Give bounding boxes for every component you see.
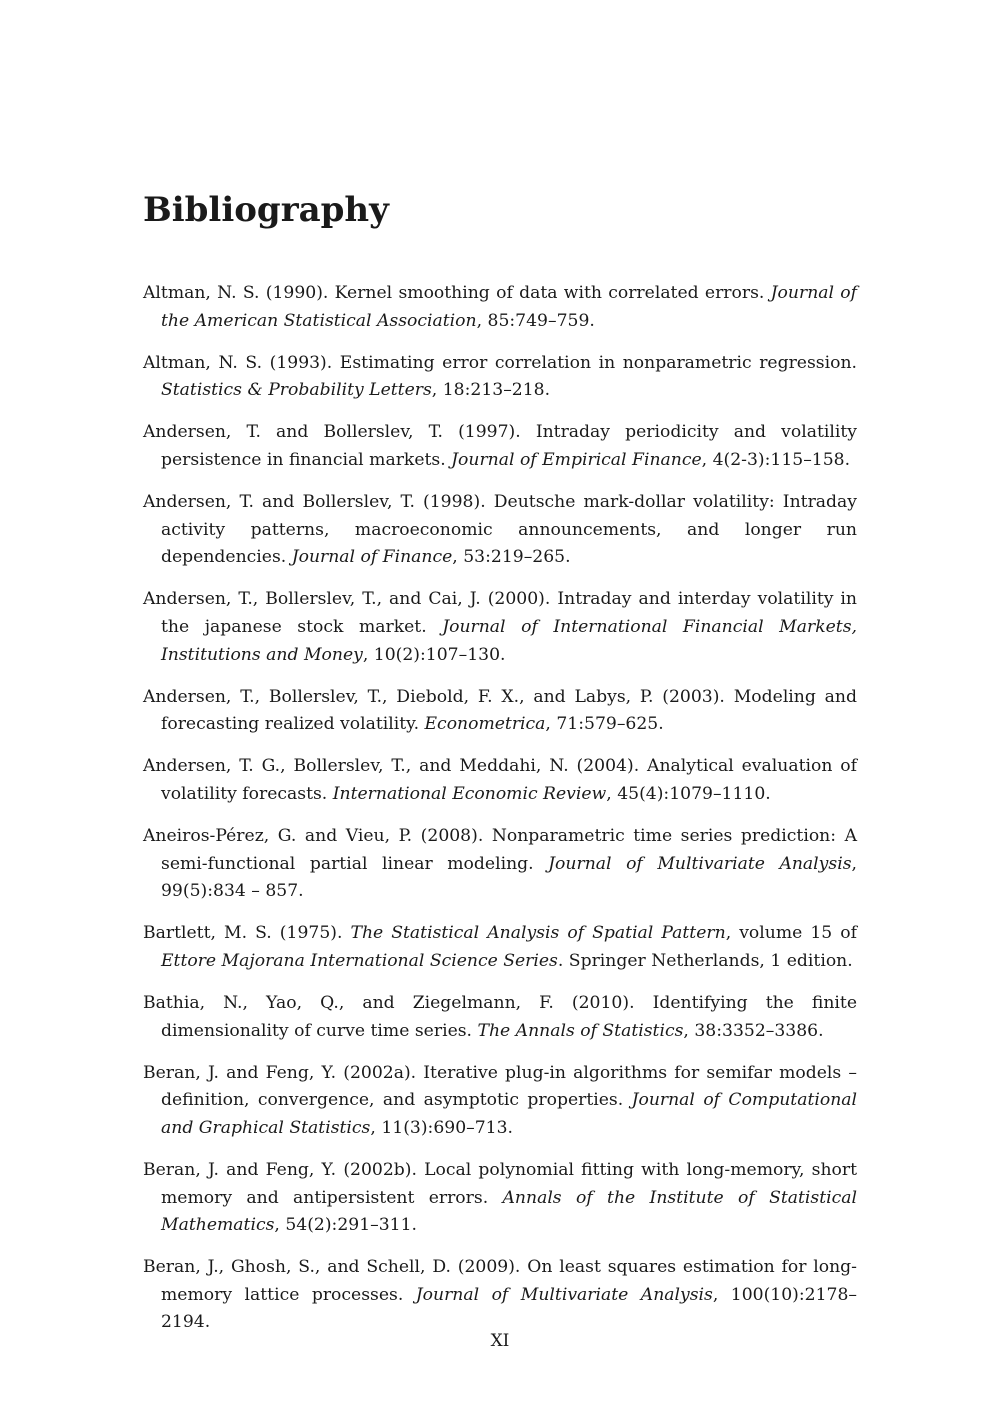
bib-entry-text: . Springer Netherlands, 1 edition. xyxy=(557,950,853,971)
bib-entry-altman-1993 xyxy=(143,350,857,405)
bib-entry-bathia-2010 xyxy=(143,990,857,1045)
bib-entry-text: Altman, N. S. (1993). Estimating error correlation in nonparametric regression. xyxy=(143,352,857,373)
bib-entry-aneiros-perez-2008 xyxy=(143,823,857,906)
bib-entry-text: Bartlett, M. S. (1975). xyxy=(143,923,351,944)
bib-entry-altman-1990 xyxy=(143,280,857,335)
bib-entry-source: Statistics & Probability Letters xyxy=(161,380,432,401)
bib-entry-text: Beran, J. and Feng, Y. (2002b). Local polynomial fitting with long-memory, short memory and antipersistent errors. xyxy=(143,1159,857,1208)
bib-entry-text: , volume 15 of xyxy=(725,923,857,944)
bib-entry-text: , 100(10):2178–2194. xyxy=(161,1284,858,1333)
bib-entry-text: Beran, J. and Feng, Y. (2002a). Iterative plug-in algorithms for semifar models – definition, convergence, and asymptotic properties. xyxy=(143,1062,857,1111)
bib-entry-andersen-2004 xyxy=(143,753,857,808)
bib-entry-text: , 10(2):107–130. xyxy=(362,644,506,665)
bib-entry-text: , 99(5):834 – 857. xyxy=(161,853,857,902)
bib-entry-text: Altman, N. S. (1990). Kernel smoothing of data with correlated errors. xyxy=(143,283,771,303)
bib-entry-beran-feng-2002b xyxy=(143,1157,857,1240)
bib-entry-text: Andersen, T., Bollerslev, T., Diebold, F. X., and Labys, P. (2003). Modeling and forecasting realized volatility. xyxy=(143,686,857,735)
bib-entry-source: The Statistical Analysis of Spatial Pattern xyxy=(350,923,726,944)
bib-entry-text: , 85:749–759. xyxy=(476,310,595,331)
bib-entry-text: Andersen, T., Bollerslev, T., and Cai, J. (2000). Intraday and interday volatility in the japanese stock market. xyxy=(143,589,857,637)
bib-entry-text: Beran, J., Ghosh, S., and Schell, D. (2009). On least squares estimation for long-memory lattice processes. xyxy=(143,1257,857,1305)
bib-entry-beran-feng-2002a xyxy=(143,1060,857,1143)
bibliography-list xyxy=(143,280,857,1352)
page-title: Bibliography xyxy=(143,190,389,230)
bib-entry-source: Journal of Empirical Finance xyxy=(451,449,702,470)
bib-entry-source: Annals of the Institute of Statistical Mathematics xyxy=(161,1187,857,1236)
bib-entry-source: Ettore Majorana International Science Series xyxy=(161,950,558,971)
bib-entry-andersen-bollerslev-cai-2000 xyxy=(143,586,857,669)
bib-entry-text: , 4(2-3):115–158. xyxy=(701,449,851,470)
bib-entry-text: , 38:3352–3386. xyxy=(683,1020,824,1041)
bib-entry-source: International Economic Review xyxy=(332,783,607,804)
bib-entry-source: Journal of Multivariate Analysis xyxy=(548,853,852,874)
bib-entry-text: Andersen, T. and Bollerslev, T. (1998). Deutsche mark-dollar volatility: Intraday activity patterns, macroeconomic announcements, and longer run dependencies. xyxy=(143,492,857,568)
bib-entry-andersen-2003 xyxy=(143,684,857,739)
bib-entry-source: Journal of the American Statistical Association xyxy=(161,283,858,331)
bib-entry-source: Journal of Computational and Graphical Statistics xyxy=(161,1090,858,1138)
bib-entry-bartlett-1975 xyxy=(143,920,857,975)
bib-entry-text: , 45(4):1079–1110. xyxy=(606,783,771,804)
bib-entry-text: , 18:213–218. xyxy=(431,380,551,401)
bib-entry-andersen-bollerslev-1997 xyxy=(143,419,857,474)
page-number: XI xyxy=(490,1331,510,1351)
bib-entry-text: Andersen, T. and Bollerslev, T. (1997). Intraday periodicity and volatility persistence in financial markets. xyxy=(143,422,857,470)
bib-entry-text: , 71:579–625. xyxy=(545,714,664,735)
bib-entry-andersen-bollerslev-1998 xyxy=(143,489,857,572)
bib-entry-source: The Annals of Statistics xyxy=(477,1020,684,1041)
bib-entry-source: Journal of Finance xyxy=(291,547,453,568)
bib-entry-text: , 11(3):690–713. xyxy=(370,1117,513,1138)
bib-entry-text: Aneiros-Pérez, G. and Vieu, P. (2008). Nonparametric time series prediction: A semi-functional partial linear modeling. xyxy=(143,826,857,874)
bib-entry-text: , 53:219–265. xyxy=(452,547,571,568)
bib-entry-beran-ghosh-schell-2009 xyxy=(143,1254,857,1337)
bib-entry-text: Bathia, N., Yao, Q., and Ziegelmann, F. (2010). Identifying the finite dimensionality of curve time series. xyxy=(143,992,857,1041)
bib-entry-source: Journal of International Financial Markets, Institutions and Money xyxy=(161,616,857,665)
bib-entry-text: , 54(2):291–311. xyxy=(274,1215,417,1236)
bib-entry-source: Econometrica xyxy=(424,714,546,735)
bib-entry-text: Andersen, T. G., Bollerslev, T., and Meddahi, N. (2004). Analytical evaluation of volatility forecasts. xyxy=(143,756,857,804)
bib-entry-source: Journal of Multivariate Analysis xyxy=(415,1284,713,1305)
